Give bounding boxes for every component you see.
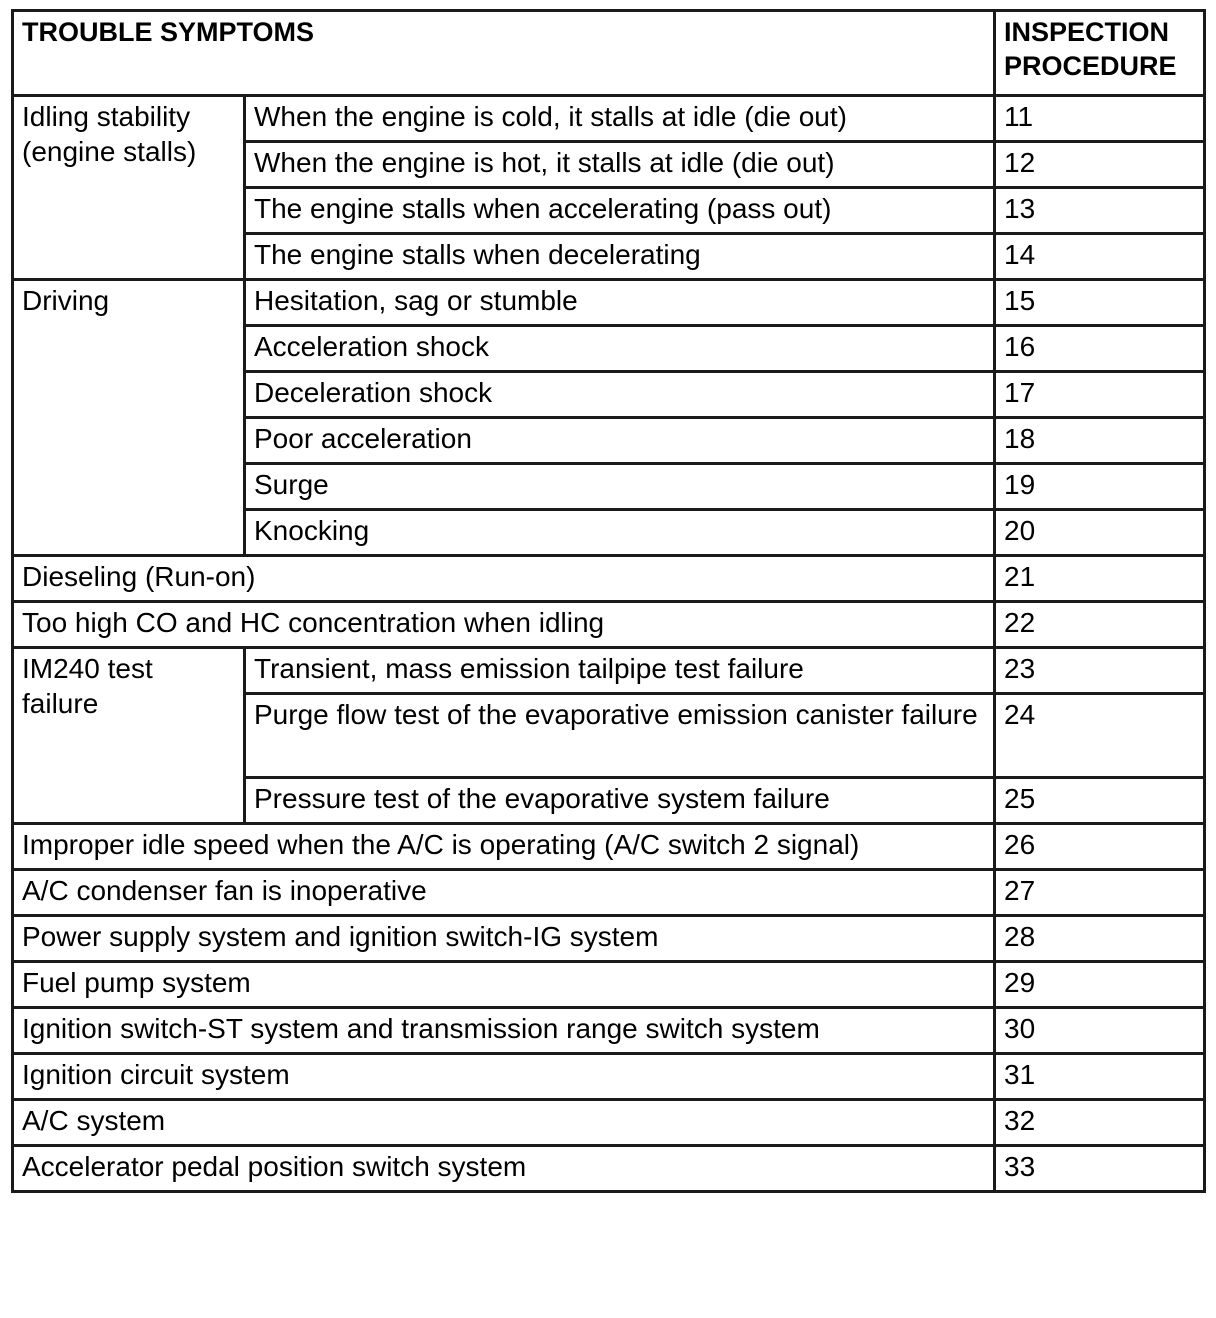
symptom-cell: Hesitation, sag or stumble bbox=[245, 280, 995, 326]
header-trouble-symptoms: TROUBLE SYMPTOMS bbox=[13, 11, 995, 96]
table-row bbox=[13, 824, 1205, 870]
table-row bbox=[13, 916, 1205, 962]
symptom-cell: The engine stalls when decelerating bbox=[245, 234, 995, 280]
symptom-cell: Transient, mass emission tailpipe test failure bbox=[245, 648, 995, 694]
procedure-cell: 28 bbox=[995, 916, 1205, 962]
symptom-cell: A/C system bbox=[13, 1100, 995, 1146]
table-row bbox=[13, 648, 1205, 694]
procedure-cell: 31 bbox=[995, 1054, 1205, 1100]
table-row bbox=[13, 556, 1205, 602]
table-row bbox=[13, 870, 1205, 916]
symptom-cell: Accelerator pedal position switch system bbox=[13, 1146, 995, 1192]
table-row bbox=[13, 280, 1205, 326]
procedure-cell: 29 bbox=[995, 962, 1205, 1008]
symptom-cell: Ignition switch-ST system and transmission range switch system bbox=[13, 1008, 995, 1054]
table-row bbox=[13, 1100, 1205, 1146]
procedure-cell: 16 bbox=[995, 326, 1205, 372]
procedure-cell: 33 bbox=[995, 1146, 1205, 1192]
symptom-cell: Ignition circuit system bbox=[13, 1054, 995, 1100]
symptom-cell: When the engine is hot, it stalls at idle (die out) bbox=[245, 142, 995, 188]
trouble-symptoms-table bbox=[11, 9, 1206, 1193]
symptom-cell: A/C condenser fan is inoperative bbox=[13, 870, 995, 916]
category-im240-test-failure: IM240 test failure bbox=[13, 648, 245, 824]
symptom-cell: Deceleration shock bbox=[245, 372, 995, 418]
table-row bbox=[13, 1146, 1205, 1192]
symptom-cell: Acceleration shock bbox=[245, 326, 995, 372]
procedure-cell: 24 bbox=[995, 694, 1205, 778]
category-driving: Driving bbox=[13, 280, 245, 556]
procedure-cell: 30 bbox=[995, 1008, 1205, 1054]
procedure-cell: 25 bbox=[995, 778, 1205, 824]
symptom-cell: Too high CO and HC concentration when idling bbox=[13, 602, 995, 648]
procedure-cell: 27 bbox=[995, 870, 1205, 916]
procedure-cell: 15 bbox=[995, 280, 1205, 326]
procedure-cell: 32 bbox=[995, 1100, 1205, 1146]
symptom-cell: Power supply system and ignition switch-IG system bbox=[13, 916, 995, 962]
procedure-cell: 11 bbox=[995, 96, 1205, 142]
procedure-cell: 18 bbox=[995, 418, 1205, 464]
procedure-cell: 23 bbox=[995, 648, 1205, 694]
symptom-cell: Fuel pump system bbox=[13, 962, 995, 1008]
symptom-cell: The engine stalls when accelerating (pass out) bbox=[245, 188, 995, 234]
table-row bbox=[13, 962, 1205, 1008]
symptom-cell: Dieseling (Run-on) bbox=[13, 556, 995, 602]
header-row bbox=[13, 11, 1205, 96]
procedure-cell: 21 bbox=[995, 556, 1205, 602]
table-row bbox=[13, 1054, 1205, 1100]
procedure-cell: 17 bbox=[995, 372, 1205, 418]
procedure-cell: 14 bbox=[995, 234, 1205, 280]
category-idling-stability: Idling stability (engine stalls) bbox=[13, 96, 245, 280]
symptom-cell: When the engine is cold, it stalls at idle (die out) bbox=[245, 96, 995, 142]
procedure-cell: 20 bbox=[995, 510, 1205, 556]
symptom-cell: Knocking bbox=[245, 510, 995, 556]
procedure-cell: 22 bbox=[995, 602, 1205, 648]
table-row bbox=[13, 1008, 1205, 1054]
symptom-cell: Poor acceleration bbox=[245, 418, 995, 464]
procedure-cell: 13 bbox=[995, 188, 1205, 234]
procedure-cell: 12 bbox=[995, 142, 1205, 188]
symptom-cell: Pressure test of the evaporative system failure bbox=[245, 778, 995, 824]
header-inspection-procedure: INSPECTION PROCEDURE bbox=[995, 11, 1205, 96]
symptom-cell: Improper idle speed when the A/C is operating (A/C switch 2 signal) bbox=[13, 824, 995, 870]
procedure-cell: 26 bbox=[995, 824, 1205, 870]
procedure-cell: 19 bbox=[995, 464, 1205, 510]
table-row bbox=[13, 602, 1205, 648]
symptom-cell: Purge flow test of the evaporative emission canister failure bbox=[245, 694, 995, 778]
symptom-cell: Surge bbox=[245, 464, 995, 510]
table-row bbox=[13, 96, 1205, 142]
